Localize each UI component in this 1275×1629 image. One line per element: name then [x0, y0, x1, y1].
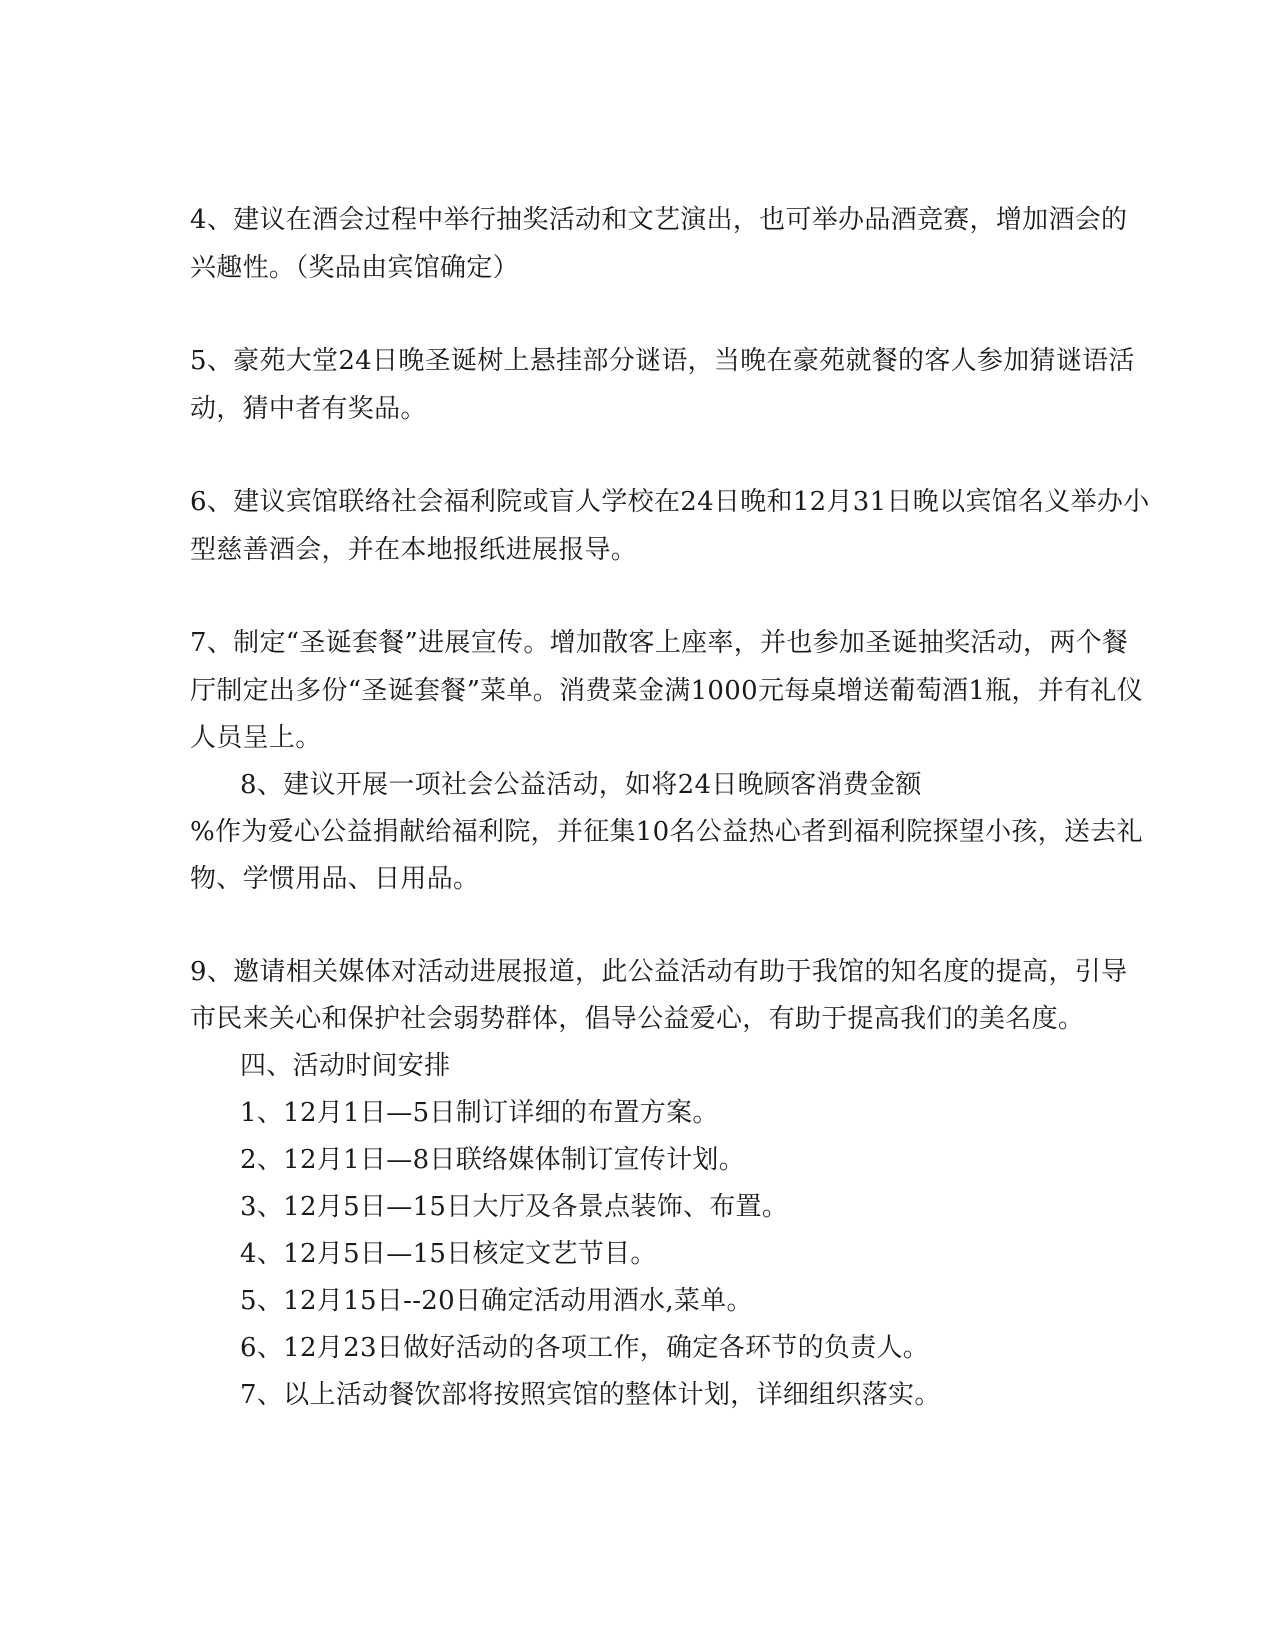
paragraph-4-line-1: 4、建议在酒会过程中举行抽奖活动和文艺演出，也可举办品酒竞赛，增加酒会的	[190, 205, 1128, 235]
paragraph-7-line-2: 厅制定出多份“圣诞套餐”菜单。消费菜金满1000元每桌增送葡萄酒1瓶，并有礼仪	[190, 676, 1143, 706]
paragraph-7-line-3: 人员呈上。	[190, 723, 322, 753]
schedule-item-3: 3、12月5日—15日大厅及各景点装饰、布置。	[240, 1192, 789, 1222]
paragraph-5-line-2: 动，猜中者有奖品。	[190, 394, 427, 424]
paragraph-4-line-2: 兴趣性。（奖品由宾馆确定）	[190, 253, 519, 283]
schedule-item-4: 4、12月5日—15日核定文艺节目。	[240, 1239, 657, 1269]
paragraph-6-line-2: 型慈善酒会，并在本地报纸进展报导。	[190, 535, 638, 565]
schedule-item-5: 5、12月15日--20日确定活动用酒水,菜单。	[240, 1286, 753, 1316]
schedule-item-7: 7、以上活动餐饮部将按照宾馆的整体计划，详细组织落实。	[240, 1380, 941, 1410]
paragraph-8-line-2: %作为爱心公益捐献给福利院，并征集10名公益热心者到福利院探望小孩，送去礼	[190, 817, 1143, 847]
section-heading-schedule: 四、活动时间安排	[240, 1051, 451, 1081]
paragraph-5-line-1: 5、豪苑大堂24日晚圣诞树上悬挂部分谜语，当晚在豪苑就餐的客人参加猜谜语活	[190, 346, 1135, 376]
paragraph-7-line-1: 7、制定“圣诞套餐”进展宣传。增加散客上座率，并也参加圣诞抽奖活动，两个餐	[190, 628, 1129, 658]
schedule-item-6: 6、12月23日做好活动的各项工作，确定各环节的负责人。	[240, 1333, 930, 1363]
paragraph-9-line-1: 9、邀请相关媒体对活动进展报道，此公益活动有助于我馆的知名度的提高，引导	[190, 957, 1128, 987]
paragraph-9-line-2: 市民来关心和保护社会弱势群体，倡导公益爱心，有助于提高我们的美名度。	[190, 1004, 1085, 1034]
paragraph-6-line-1: 6、建议宾馆联络社会福利院或盲人学校在24日晚和12月31日晚以宾馆名义举办小	[190, 487, 1150, 517]
schedule-item-1: 1、12月1日—5日制订详细的布置方案。	[240, 1098, 719, 1128]
paragraph-8-line-3: 物、学惯用品、日用品。	[190, 864, 480, 894]
schedule-item-2: 2、12月1日—8日联络媒体制订宣传计划。	[240, 1145, 746, 1175]
paragraph-8-line-1: 8、建议开展一项社会公益活动，如将24日晚顾客消费金额	[240, 770, 922, 800]
